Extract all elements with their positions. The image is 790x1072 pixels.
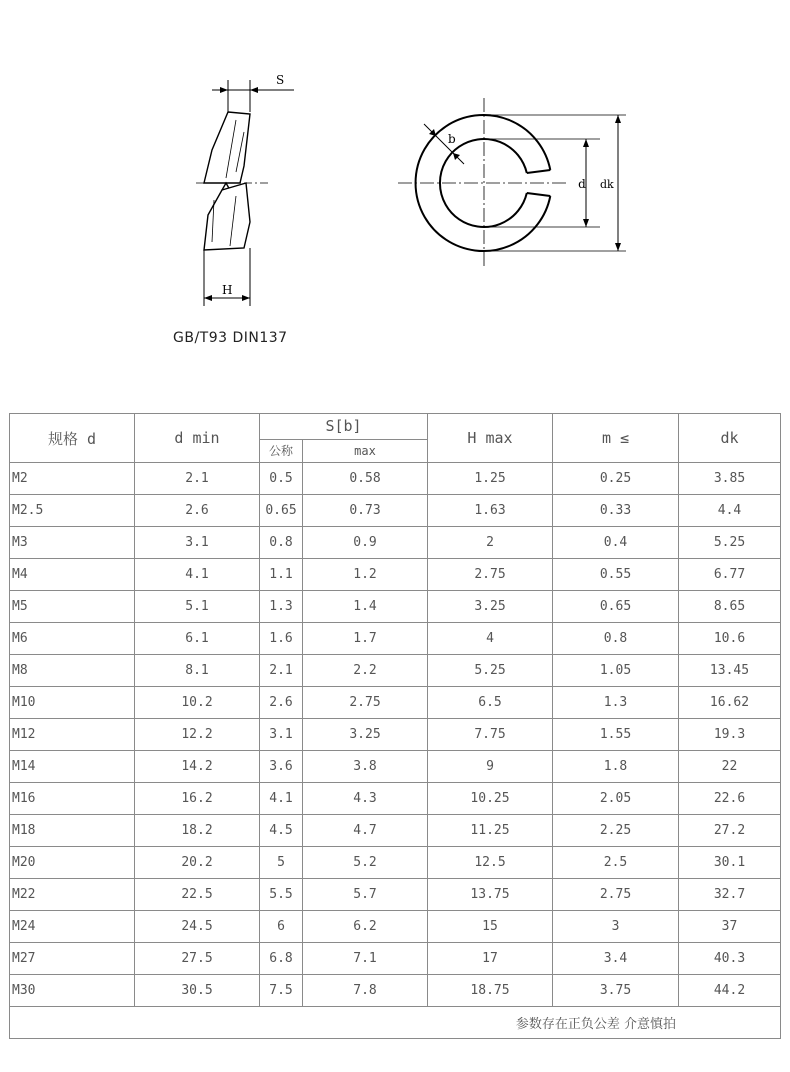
cell-s-nominal: 7.5 — [260, 975, 303, 1007]
cell-s-max: 3.8 — [303, 751, 428, 783]
cell-m: 3 — [553, 911, 679, 943]
header-h-max: H max — [428, 414, 553, 463]
cell-s-nominal: 5 — [260, 847, 303, 879]
spec-table — [9, 413, 781, 1039]
cell-s-nominal: 2.1 — [260, 655, 303, 687]
cell-dk: 16.62 — [679, 687, 781, 719]
table-row — [10, 911, 781, 943]
cell-s-nominal: 1.3 — [260, 591, 303, 623]
cell-s-nominal: 1.6 — [260, 623, 303, 655]
cell-dk: 30.1 — [679, 847, 781, 879]
cell-d-min: 5.1 — [135, 591, 260, 623]
cell-size: M16 — [10, 783, 135, 815]
header-m: m ≤ — [553, 414, 679, 463]
dk-dimension-label: dk — [600, 178, 614, 191]
table-row — [10, 847, 781, 879]
cell-m: 1.3 — [553, 687, 679, 719]
table-row — [10, 495, 781, 527]
cell-d-min: 8.1 — [135, 655, 260, 687]
cell-m: 1.05 — [553, 655, 679, 687]
cell-d-min: 4.1 — [135, 559, 260, 591]
cell-m: 0.55 — [553, 559, 679, 591]
header-s-group: S[b] — [260, 414, 428, 440]
cell-m: 0.4 — [553, 527, 679, 559]
cell-d-min: 27.5 — [135, 943, 260, 975]
cell-h-max: 1.63 — [428, 495, 553, 527]
cell-h-max: 10.25 — [428, 783, 553, 815]
s-dimension-label: S — [276, 73, 285, 87]
cell-size: M2 — [10, 463, 135, 495]
cell-s-max: 1.2 — [303, 559, 428, 591]
table-row — [10, 815, 781, 847]
table-row — [10, 527, 781, 559]
cell-dk: 13.45 — [679, 655, 781, 687]
cell-size: M8 — [10, 655, 135, 687]
cell-h-max: 17 — [428, 943, 553, 975]
cell-size: M14 — [10, 751, 135, 783]
cell-m: 2.5 — [553, 847, 679, 879]
cell-size: M6 — [10, 623, 135, 655]
cell-s-nominal: 3.6 — [260, 751, 303, 783]
table-row — [10, 623, 781, 655]
side-view — [196, 80, 294, 306]
cell-m: 3.4 — [553, 943, 679, 975]
cell-h-max: 9 — [428, 751, 553, 783]
cell-m: 3.75 — [553, 975, 679, 1007]
cell-s-nominal: 1.1 — [260, 559, 303, 591]
table-row — [10, 975, 781, 1007]
cell-dk: 22 — [679, 751, 781, 783]
table-row — [10, 943, 781, 975]
cell-m: 1.55 — [553, 719, 679, 751]
cell-d-min: 2.6 — [135, 495, 260, 527]
cell-s-nominal: 6 — [260, 911, 303, 943]
cell-h-max: 13.75 — [428, 879, 553, 911]
cell-h-max: 4 — [428, 623, 553, 655]
cell-d-min: 24.5 — [135, 911, 260, 943]
cell-s-max: 1.4 — [303, 591, 428, 623]
cell-s-nominal: 6.8 — [260, 943, 303, 975]
cell-dk: 19.3 — [679, 719, 781, 751]
cell-m: 2.05 — [553, 783, 679, 815]
table-row — [10, 591, 781, 623]
cell-h-max: 18.75 — [428, 975, 553, 1007]
cell-s-max: 7.8 — [303, 975, 428, 1007]
cell-m: 0.25 — [553, 463, 679, 495]
table-row — [10, 879, 781, 911]
cell-m: 0.65 — [553, 591, 679, 623]
cell-h-max: 3.25 — [428, 591, 553, 623]
cell-dk: 8.65 — [679, 591, 781, 623]
cell-m: 2.25 — [553, 815, 679, 847]
cell-dk: 5.25 — [679, 527, 781, 559]
table-row — [10, 719, 781, 751]
cell-m: 2.75 — [553, 879, 679, 911]
cell-s-max: 2.75 — [303, 687, 428, 719]
cell-s-max: 6.2 — [303, 911, 428, 943]
standard-label: GB/T93 DIN137 — [173, 330, 288, 346]
cell-size: M24 — [10, 911, 135, 943]
cell-s-nominal: 0.65 — [260, 495, 303, 527]
cell-size: M20 — [10, 847, 135, 879]
table-row — [10, 655, 781, 687]
header-size: 规格 d — [10, 414, 135, 463]
table-row — [10, 783, 781, 815]
cell-dk: 27.2 — [679, 815, 781, 847]
cell-h-max: 7.75 — [428, 719, 553, 751]
header-s-max: max — [303, 439, 428, 462]
d-dimension-label: d — [578, 177, 586, 191]
cell-d-min: 10.2 — [135, 687, 260, 719]
cell-s-max: 5.2 — [303, 847, 428, 879]
table-row — [10, 751, 781, 783]
cell-size: M3 — [10, 527, 135, 559]
cell-s-nominal: 0.8 — [260, 527, 303, 559]
cell-m: 0.33 — [553, 495, 679, 527]
cell-dk: 32.7 — [679, 879, 781, 911]
table-row — [10, 463, 781, 495]
cell-s-max: 4.3 — [303, 783, 428, 815]
table-row — [10, 687, 781, 719]
cell-size: M4 — [10, 559, 135, 591]
cell-d-min: 16.2 — [135, 783, 260, 815]
cell-size: M10 — [10, 687, 135, 719]
cell-d-min: 18.2 — [135, 815, 260, 847]
spec-table-body — [10, 463, 781, 1007]
cell-m: 0.8 — [553, 623, 679, 655]
cell-m: 1.8 — [553, 751, 679, 783]
cell-size: M2.5 — [10, 495, 135, 527]
cell-s-nominal: 3.1 — [260, 719, 303, 751]
cell-s-nominal: 5.5 — [260, 879, 303, 911]
cell-size: M27 — [10, 943, 135, 975]
h-dimension-label: H — [222, 283, 233, 297]
header-d-min: d min — [135, 414, 260, 463]
cell-h-max: 12.5 — [428, 847, 553, 879]
cell-d-min: 6.1 — [135, 623, 260, 655]
cell-dk: 10.6 — [679, 623, 781, 655]
cell-dk: 4.4 — [679, 495, 781, 527]
cell-dk: 40.3 — [679, 943, 781, 975]
cell-s-max: 0.73 — [303, 495, 428, 527]
cell-s-max: 4.7 — [303, 815, 428, 847]
cell-d-min: 12.2 — [135, 719, 260, 751]
cell-h-max: 5.25 — [428, 655, 553, 687]
cell-h-max: 1.25 — [428, 463, 553, 495]
cell-d-min: 3.1 — [135, 527, 260, 559]
cell-d-min: 14.2 — [135, 751, 260, 783]
header-dk: dk — [679, 414, 781, 463]
cell-s-max: 5.7 — [303, 879, 428, 911]
cell-s-max: 7.1 — [303, 943, 428, 975]
cell-s-nominal: 4.5 — [260, 815, 303, 847]
top-view — [398, 98, 626, 268]
footer-note: 参数存在正负公差 介意慎拍 — [10, 1007, 781, 1039]
b-dimension-label: b — [448, 132, 456, 146]
cell-size: M5 — [10, 591, 135, 623]
cell-s-max: 2.2 — [303, 655, 428, 687]
cell-dk: 44.2 — [679, 975, 781, 1007]
cell-h-max: 15 — [428, 911, 553, 943]
table-row — [10, 559, 781, 591]
cell-h-max: 6.5 — [428, 687, 553, 719]
cell-s-nominal: 2.6 — [260, 687, 303, 719]
cell-d-min: 22.5 — [135, 879, 260, 911]
spec-table-header — [10, 414, 781, 463]
cell-s-nominal: 4.1 — [260, 783, 303, 815]
cell-h-max: 2 — [428, 527, 553, 559]
cell-d-min: 2.1 — [135, 463, 260, 495]
cell-s-max: 1.7 — [303, 623, 428, 655]
cell-d-min: 30.5 — [135, 975, 260, 1007]
cell-s-max: 0.9 — [303, 527, 428, 559]
cell-size: M22 — [10, 879, 135, 911]
cell-s-max: 3.25 — [303, 719, 428, 751]
cell-dk: 3.85 — [679, 463, 781, 495]
cell-dk: 37 — [679, 911, 781, 943]
washer-technical-drawing — [0, 0, 790, 400]
cell-dk: 6.77 — [679, 559, 781, 591]
cell-h-max: 11.25 — [428, 815, 553, 847]
cell-size: M18 — [10, 815, 135, 847]
cell-d-min: 20.2 — [135, 847, 260, 879]
cell-h-max: 2.75 — [428, 559, 553, 591]
cell-s-nominal: 0.5 — [260, 463, 303, 495]
cell-s-max: 0.58 — [303, 463, 428, 495]
cell-size: M30 — [10, 975, 135, 1007]
header-s-nominal: 公称 — [260, 439, 303, 462]
cell-dk: 22.6 — [679, 783, 781, 815]
cell-size: M12 — [10, 719, 135, 751]
